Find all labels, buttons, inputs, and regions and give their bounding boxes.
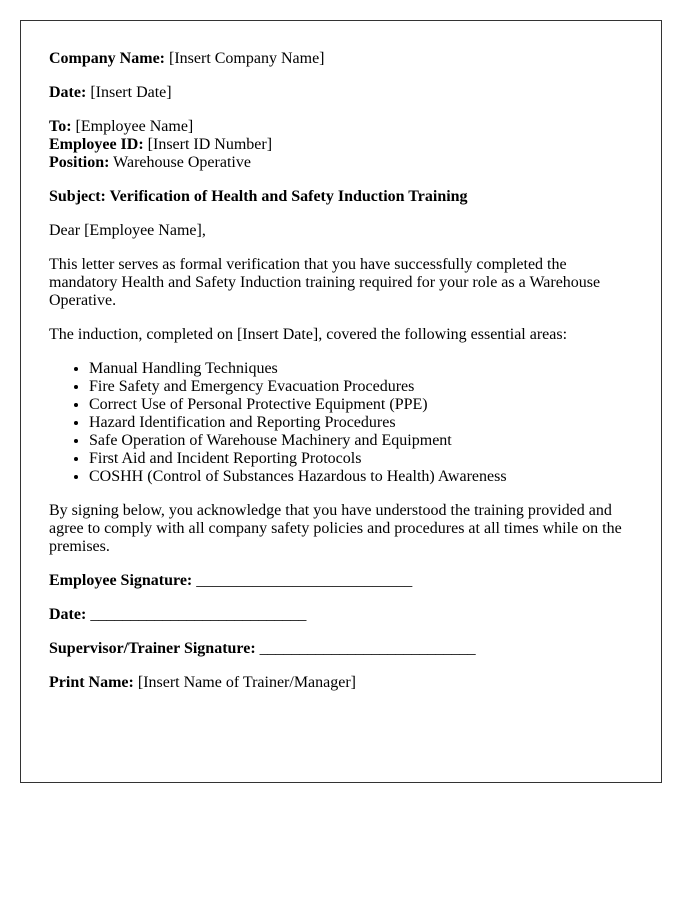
date-label: Date: [49, 84, 87, 101]
intro-paragraph: This letter serves as formal verification that you have successfully completed the mandatory Health and Safety Induction training required for your role as a Warehouse Operative. [49, 256, 601, 309]
list-item: • COSHH (Control of Substances Hazardous to Health) Awareness [89, 468, 633, 486]
list-item: • Correct Use of Personal Protective Equipment (PPE) [89, 396, 633, 414]
company-line [49, 50, 633, 68]
list-item: • Fire Safety and Emergency Evacuation Procedures [89, 378, 633, 396]
print-name-line [49, 674, 633, 692]
supervisor-signature-field[interactable]: ___________________________ [259, 640, 476, 657]
subject-line [49, 188, 633, 206]
print-name-label: Print Name: [49, 674, 134, 691]
position-label: Position: [49, 154, 110, 171]
salutation: Dear [Employee Name], [49, 222, 206, 239]
letter-document [20, 20, 662, 783]
company-value: [Insert Company Name] [169, 50, 325, 67]
date-line [49, 84, 633, 102]
employee-id-label: Employee ID: [49, 136, 144, 153]
training-topics-list [49, 360, 633, 486]
list-item: • Safe Operation of Warehouse Machinery and Equipment [89, 432, 633, 450]
supervisor-signature-label: Supervisor/Trainer Signature: [49, 640, 256, 657]
employee-signature-field[interactable]: ___________________________ [196, 572, 413, 589]
employee-id-value: [Insert ID Number] [147, 136, 273, 153]
print-name-value: [Insert Name of Trainer/Manager] [137, 674, 357, 691]
to-label: To: [49, 118, 72, 135]
employee-signature-line [49, 572, 633, 590]
to-value: [Employee Name] [75, 118, 194, 135]
list-item: • Hazard Identification and Reporting Procedures [89, 414, 633, 432]
signature-date-label: Date: [49, 606, 87, 623]
acknowledgement-paragraph: By signing below, you acknowledge that you have understood the training provided and agree to comply with all company safety policies and procedures at all times while on the premises. [49, 502, 622, 555]
list-item: • First Aid and Incident Reporting Protocols [89, 450, 633, 468]
induction-paragraph: The induction, completed on [Insert Date], covered the following essential areas: [49, 326, 568, 343]
signature-date-line [49, 606, 633, 624]
subject-text: Subject: Verification of Health and Safety Induction Training [49, 188, 468, 205]
list-item: • Manual Handling Techniques [89, 360, 633, 378]
employee-signature-label: Employee Signature: [49, 572, 193, 589]
position-value: Warehouse Operative [113, 154, 251, 171]
recipient-block [49, 118, 633, 172]
signature-date-field[interactable]: ___________________________ [90, 606, 307, 623]
supervisor-signature-line [49, 640, 633, 658]
company-label: Company Name: [49, 50, 165, 67]
date-value: [Insert Date] [90, 84, 172, 101]
